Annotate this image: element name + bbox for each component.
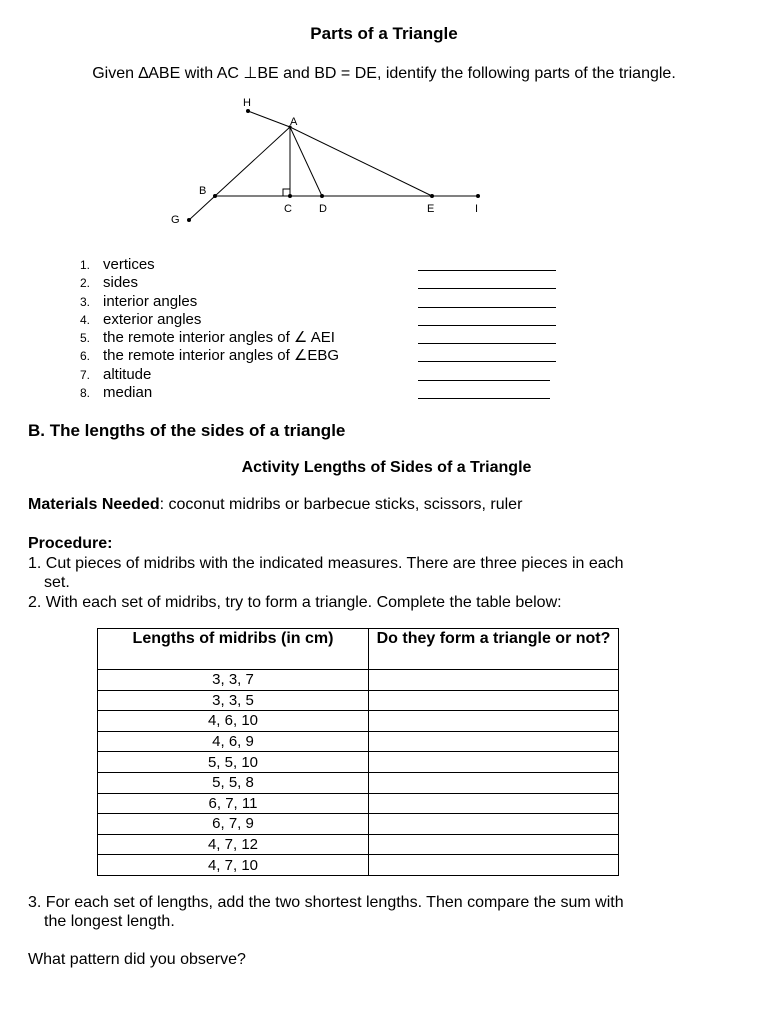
answer-blank[interactable] bbox=[418, 398, 550, 399]
lengths-cell: 4, 7, 12 bbox=[98, 834, 369, 855]
segment-ab bbox=[215, 127, 290, 196]
item-text: the remote interior angles of ∠EBG bbox=[103, 347, 340, 365]
lengths-cell: 4, 7, 10 bbox=[98, 855, 369, 876]
activity-title: Activity Lengths of Sides of a Triangle bbox=[241, 459, 532, 476]
lengths-cell: 3, 3, 5 bbox=[98, 690, 369, 711]
answer-cell[interactable] bbox=[369, 731, 619, 752]
segment-ha bbox=[248, 111, 290, 127]
page-title: Parts of a Triangle bbox=[310, 24, 458, 43]
item-number: 8. bbox=[80, 386, 91, 401]
answer-blank[interactable] bbox=[418, 380, 550, 381]
item-text: median bbox=[103, 384, 153, 402]
lengths-cell: 6, 7, 11 bbox=[98, 793, 369, 814]
materials-line bbox=[28, 496, 522, 514]
label-c: C bbox=[284, 203, 292, 215]
label-i: I bbox=[475, 203, 479, 215]
table-row bbox=[98, 793, 619, 814]
lengths-cell: 3, 3, 7 bbox=[98, 670, 369, 691]
procedure-heading: Procedure: bbox=[28, 535, 113, 552]
answer-blank[interactable] bbox=[418, 361, 556, 362]
step-3-text: 3. For each set of lengths, add the two shortest lengths. Then compare the sum with bbox=[28, 894, 624, 911]
item-text: exterior angles bbox=[103, 310, 202, 328]
answer-cell[interactable] bbox=[369, 793, 619, 814]
list-item bbox=[80, 329, 580, 347]
item-number: 7. bbox=[80, 367, 91, 382]
lengths-cell: 4, 6, 10 bbox=[98, 711, 369, 732]
item-text: the remote interior angles of ∠ AEI bbox=[103, 329, 335, 347]
answer-cell[interactable] bbox=[369, 711, 619, 732]
step-3-continuation: the longest length. bbox=[44, 913, 175, 930]
triangle-figure bbox=[165, 92, 495, 232]
segment-ae bbox=[290, 127, 432, 196]
item-number: 6. bbox=[80, 349, 91, 364]
step-1 bbox=[28, 554, 748, 592]
answer-cell[interactable] bbox=[369, 752, 619, 773]
point-b bbox=[213, 194, 217, 198]
column-header-form-triangle: Do they form a triangle or not? bbox=[369, 629, 619, 670]
materials-text: : coconut midribs or barbecue sticks, scissors, ruler bbox=[159, 496, 523, 513]
table-row bbox=[98, 814, 619, 835]
table-row bbox=[98, 670, 619, 691]
list-item bbox=[80, 384, 580, 402]
lengths-cell: 5, 5, 10 bbox=[98, 752, 369, 773]
section-b-heading: B. The lengths of the sides of a triangle bbox=[28, 421, 346, 440]
table-row bbox=[98, 752, 619, 773]
lengths-cell: 6, 7, 9 bbox=[98, 814, 369, 835]
item-number: 3. bbox=[80, 294, 91, 309]
pattern-question: What pattern did you observe? bbox=[28, 951, 246, 968]
step-3 bbox=[28, 893, 748, 931]
item-text: altitude bbox=[103, 365, 152, 383]
list-item bbox=[80, 366, 580, 384]
materials-label: Materials Needed bbox=[28, 496, 160, 513]
lengths-cell: 5, 5, 8 bbox=[98, 772, 369, 793]
segment-ad bbox=[290, 127, 322, 196]
table-row bbox=[98, 731, 619, 752]
table-row bbox=[98, 690, 619, 711]
list-item bbox=[80, 274, 580, 292]
label-d: D bbox=[319, 203, 327, 215]
lengths-cell: 4, 6, 9 bbox=[98, 731, 369, 752]
answer-cell[interactable] bbox=[369, 772, 619, 793]
item-number: 2. bbox=[80, 276, 91, 291]
answer-cell[interactable] bbox=[369, 814, 619, 835]
answer-cell[interactable] bbox=[369, 834, 619, 855]
answer-blank[interactable] bbox=[418, 307, 556, 308]
label-g: G bbox=[171, 214, 180, 226]
item-text: vertices bbox=[103, 256, 155, 273]
step-1-continuation: set. bbox=[44, 574, 70, 591]
item-number: 5. bbox=[80, 331, 91, 346]
segment-bg bbox=[189, 196, 215, 220]
answer-blank[interactable] bbox=[418, 270, 556, 271]
list-item bbox=[80, 311, 580, 329]
table-header-row bbox=[98, 629, 619, 670]
label-e: E bbox=[427, 203, 435, 215]
item-text: sides bbox=[103, 274, 139, 292]
table-row bbox=[98, 855, 619, 876]
label-b: B bbox=[199, 185, 207, 197]
item-text: interior angles bbox=[103, 292, 198, 310]
answer-cell[interactable] bbox=[369, 855, 619, 876]
midrib-lengths-table bbox=[97, 628, 619, 876]
answer-blank[interactable] bbox=[418, 343, 556, 344]
list-item bbox=[80, 293, 580, 311]
answer-cell[interactable] bbox=[369, 670, 619, 691]
list-item bbox=[80, 347, 580, 365]
label-a: A bbox=[290, 116, 298, 128]
intro-text: Given ∆ABE with AC ⊥BE and BD = DE, identify the following parts of the triangle. bbox=[92, 65, 676, 82]
column-header-lengths: Lengths of midribs (in cm) bbox=[98, 629, 369, 670]
list-item bbox=[80, 256, 580, 274]
point-c bbox=[288, 194, 292, 198]
label-h: H bbox=[243, 97, 251, 109]
point-d bbox=[320, 194, 324, 198]
table-row bbox=[98, 834, 619, 855]
item-number: 4. bbox=[80, 312, 91, 327]
item-number: 1. bbox=[80, 258, 91, 272]
table-row bbox=[98, 711, 619, 732]
point-h bbox=[246, 109, 250, 113]
step-2: 2. With each set of midribs, try to form a triangle. Complete the table below: bbox=[28, 594, 562, 611]
point-i bbox=[476, 194, 480, 198]
answer-blank[interactable] bbox=[418, 325, 556, 326]
point-e bbox=[430, 194, 434, 198]
point-g bbox=[187, 218, 191, 222]
step-1-text: 1. Cut pieces of midribs with the indicated measures. There are three pieces in each bbox=[28, 555, 624, 572]
table-row bbox=[98, 772, 619, 793]
parts-question-list bbox=[80, 256, 580, 402]
answer-cell[interactable] bbox=[369, 690, 619, 711]
answer-blank[interactable] bbox=[418, 288, 556, 289]
